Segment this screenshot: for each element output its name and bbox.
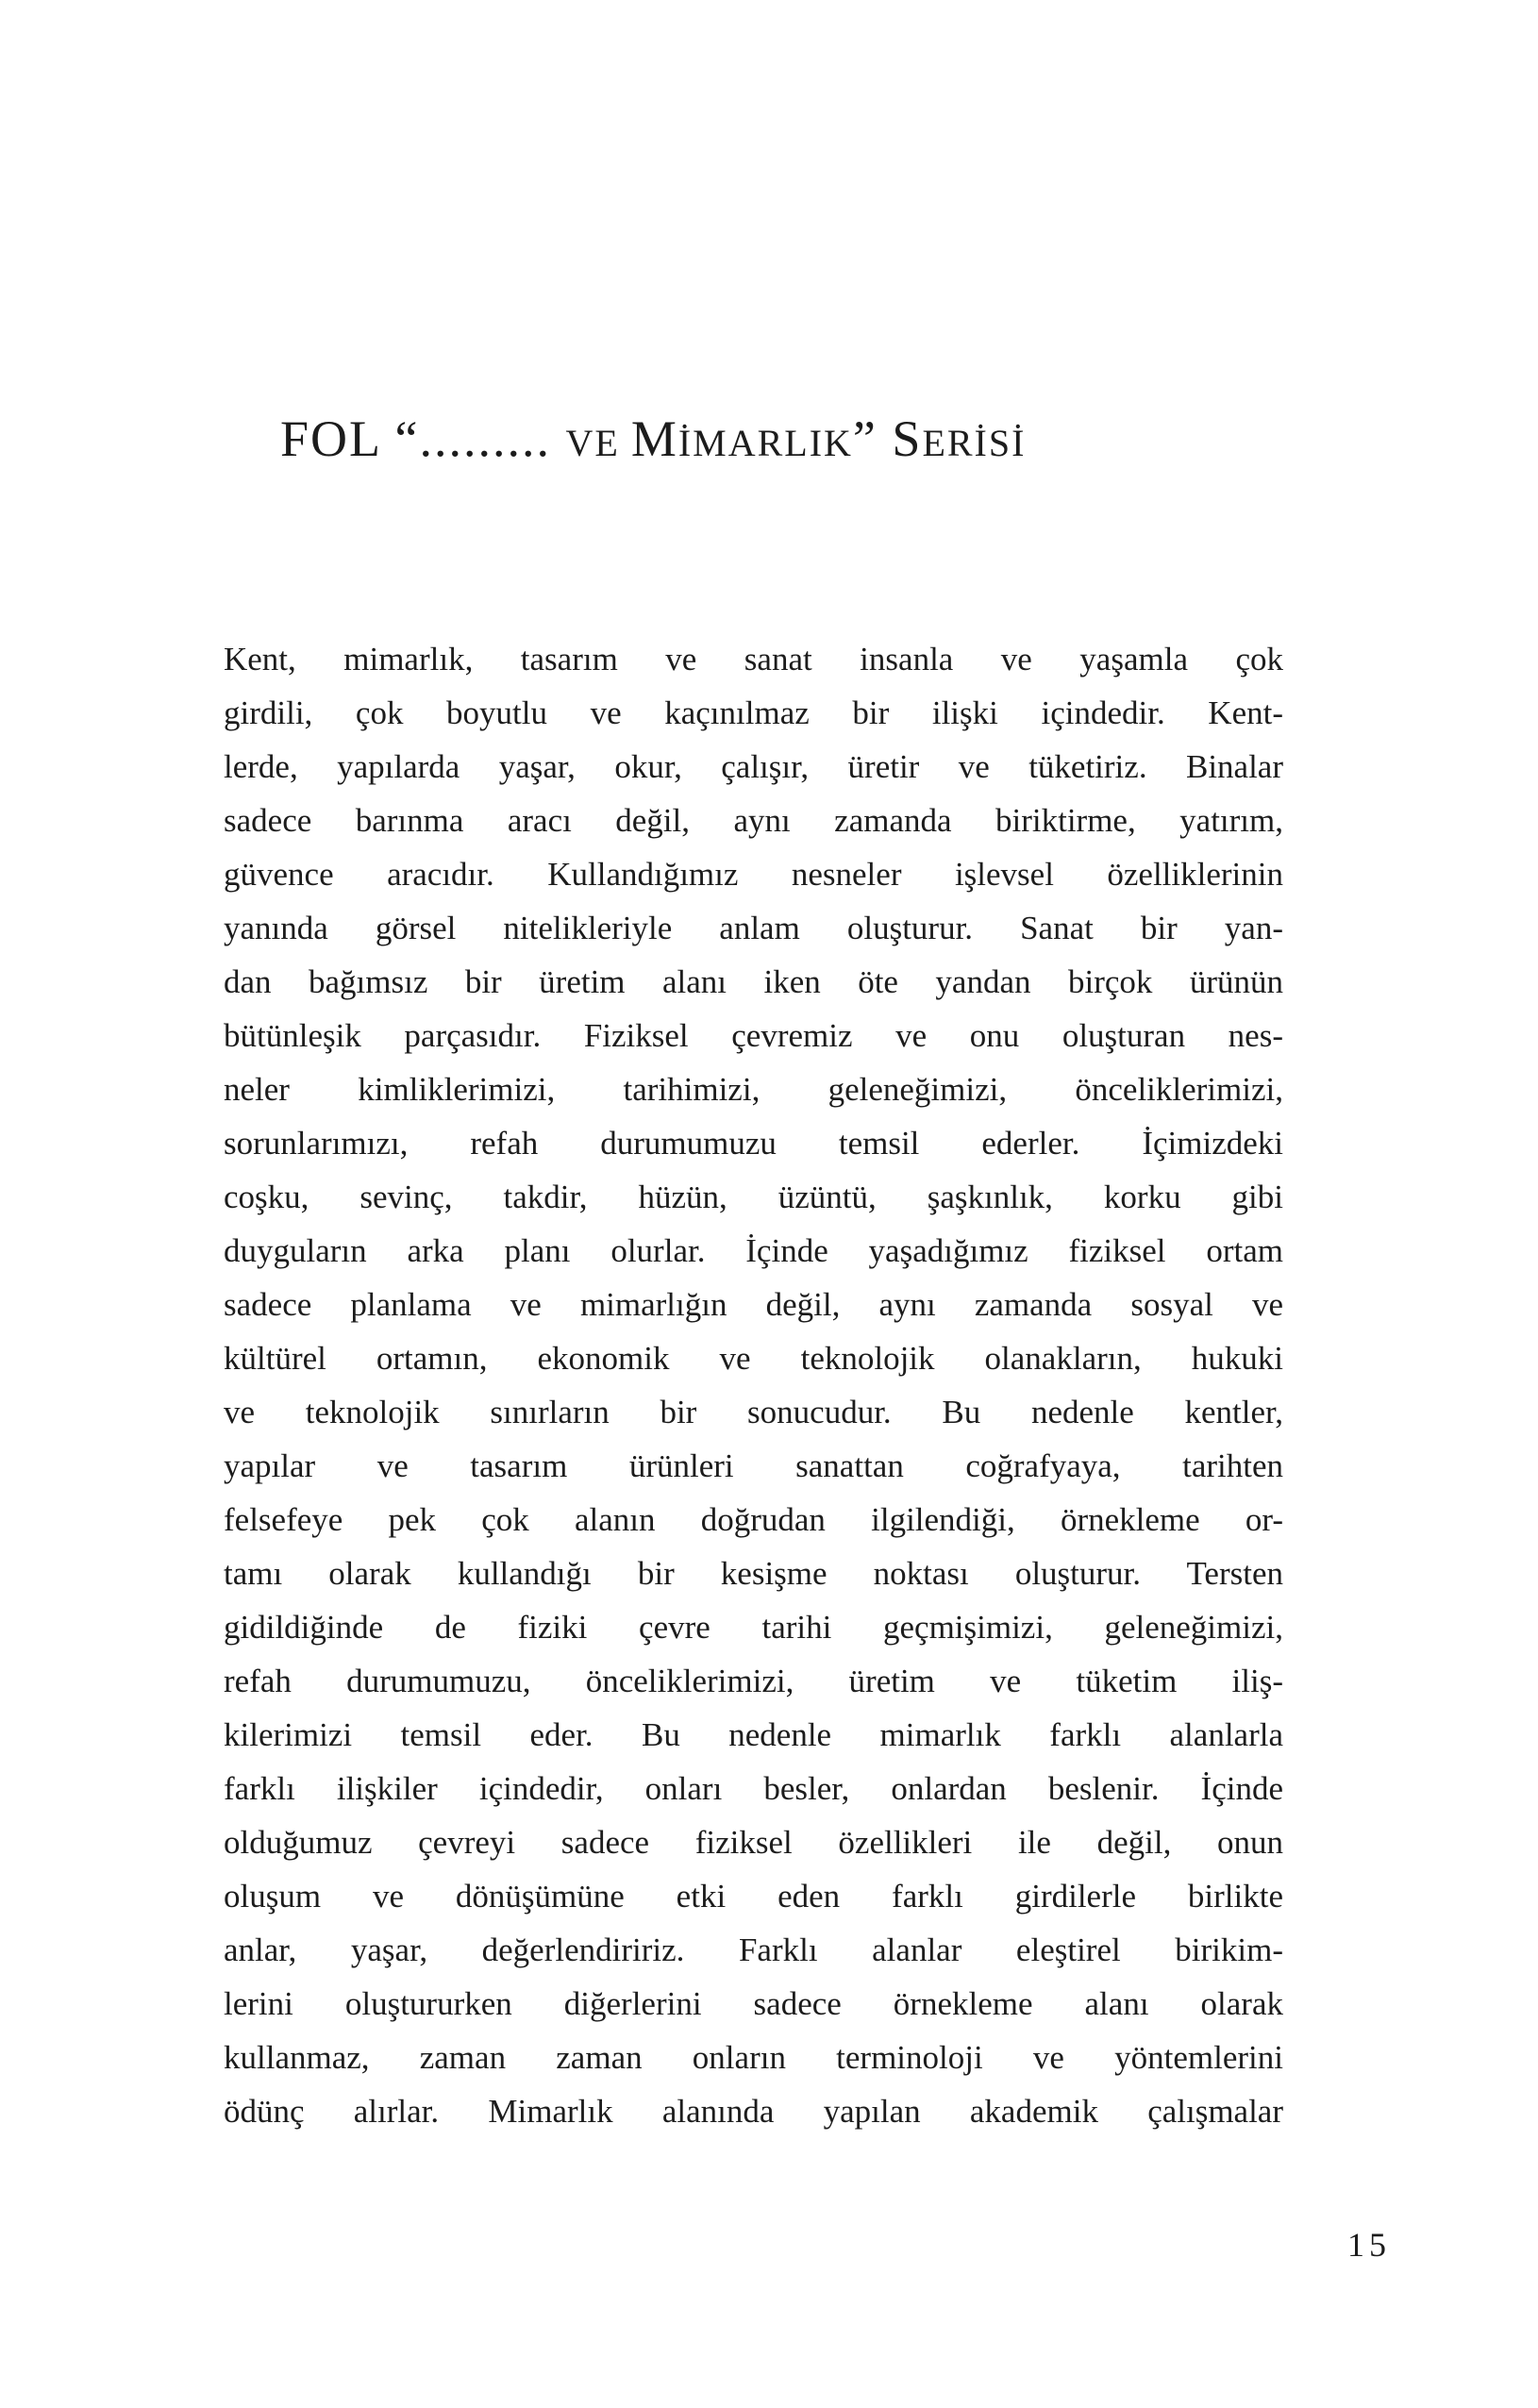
text-line: yanında görsel nitelikleriyle anlam oluşturur. Sanat bir yan- — [224, 910, 1283, 946]
text-line: anlar, yaşar, değerlendiririz. Farklı alanlar eleştirel birikim- — [224, 1931, 1283, 1968]
page-number: 15 — [1347, 2226, 1391, 2264]
body-paragraph — [224, 632, 1283, 2138]
text-line: refah durumumuzu, önceliklerimizi, üretim ve tüketim iliş- — [224, 1663, 1283, 1699]
text-line: ve teknolojik sınırların bir sonucudur. Bu nedenle kentler, — [224, 1394, 1283, 1430]
series-title-segment: ” — [852, 410, 893, 467]
text-line: sorunlarımızı, refah durumumuzu temsil ederler. İçimizdeki — [224, 1125, 1283, 1162]
text-line: farklı ilişkiler içindedir, onları besler, onlardan beslenir. İçinde — [224, 1770, 1283, 1807]
text-line: sadece planlama ve mimarlığın değil, aynı zamanda sosyal ve — [224, 1286, 1283, 1323]
series-title-segment: VE — [565, 422, 631, 464]
text-line: duyguların arka planı olurlar. İçinde yaşadığımız fiziksel ortam — [224, 1232, 1283, 1269]
text-line: sadece barınma aracı değil, aynı zamanda biriktirme, yatırım, — [224, 802, 1283, 839]
series-title-segment: S — [892, 410, 923, 467]
text-line: gidildiğinde de fiziki çevre tarihi geçmişimizi, geleneğimizi, — [224, 1609, 1283, 1646]
text-line: girdili, çok boyutlu ve kaçınılmaz bir ilişki içindedir. Kent- — [224, 694, 1283, 731]
text-line: yapılar ve tasarım ürünleri sanattan coğrafyaya, tarihten — [224, 1447, 1283, 1484]
text-line: tamı olarak kullandığı bir kesişme noktası oluşturur. Tersten — [224, 1555, 1283, 1592]
series-title-segment: ERİSİ — [922, 422, 1027, 464]
text-line: kullanmaz, zaman zaman onların terminoloji ve yöntemlerini — [224, 2039, 1283, 2076]
series-title-segment: FOL “......... — [280, 410, 566, 467]
series-title — [280, 410, 1027, 467]
text-line: olduğumuz çevreyi sadece fiziksel özellikleri ile değil, onun — [224, 1824, 1283, 1861]
text-line: oluşum ve dönüşümüne etki eden farklı girdilerle birlikte — [224, 1878, 1283, 1915]
text-line: neler kimliklerimizi, tarihimizi, geleneğimizi, önceliklerimizi, — [224, 1071, 1283, 1108]
text-line: coşku, sevinç, takdir, hüzün, üzüntü, şaşkınlık, korku gibi — [224, 1179, 1283, 1215]
text-line: bütünleşik parçasıdır. Fiziksel çevremiz ve onu oluşturan nes- — [224, 1017, 1283, 1054]
series-title-segment: M — [630, 410, 678, 467]
text-line: Kent, mimarlık, tasarım ve sanat insanla ve yaşamla çok — [224, 641, 1283, 677]
text-line: ödünç alırlar. Mimarlık alanında yapılan akademik çalışmalar — [224, 2093, 1283, 2130]
text-line: lerde, yapılarda yaşar, okur, çalışır, üretir ve tüketiriz. Binalar — [224, 748, 1283, 785]
text-line: güvence aracıdır. Kullandığımız nesneler işlevsel özelliklerinin — [224, 856, 1283, 893]
text-line: kilerimizi temsil eder. Bu nedenle mimarlık farklı alanlarla — [224, 1716, 1283, 1753]
text-line: lerini oluştururken diğerlerini sadece örnekleme alanı olarak — [224, 1985, 1283, 2022]
text-line: felsefeye pek çok alanın doğrudan ilgilendiği, örnekleme or- — [224, 1501, 1283, 1538]
text-line: dan bağımsız bir üretim alanı iken öte yandan birçok ürünün — [224, 963, 1283, 1000]
text-line: kültürel ortamın, ekonomik ve teknolojik olanakların, hukuki — [224, 1340, 1283, 1377]
series-title-segment: İMARLIK — [677, 422, 853, 464]
